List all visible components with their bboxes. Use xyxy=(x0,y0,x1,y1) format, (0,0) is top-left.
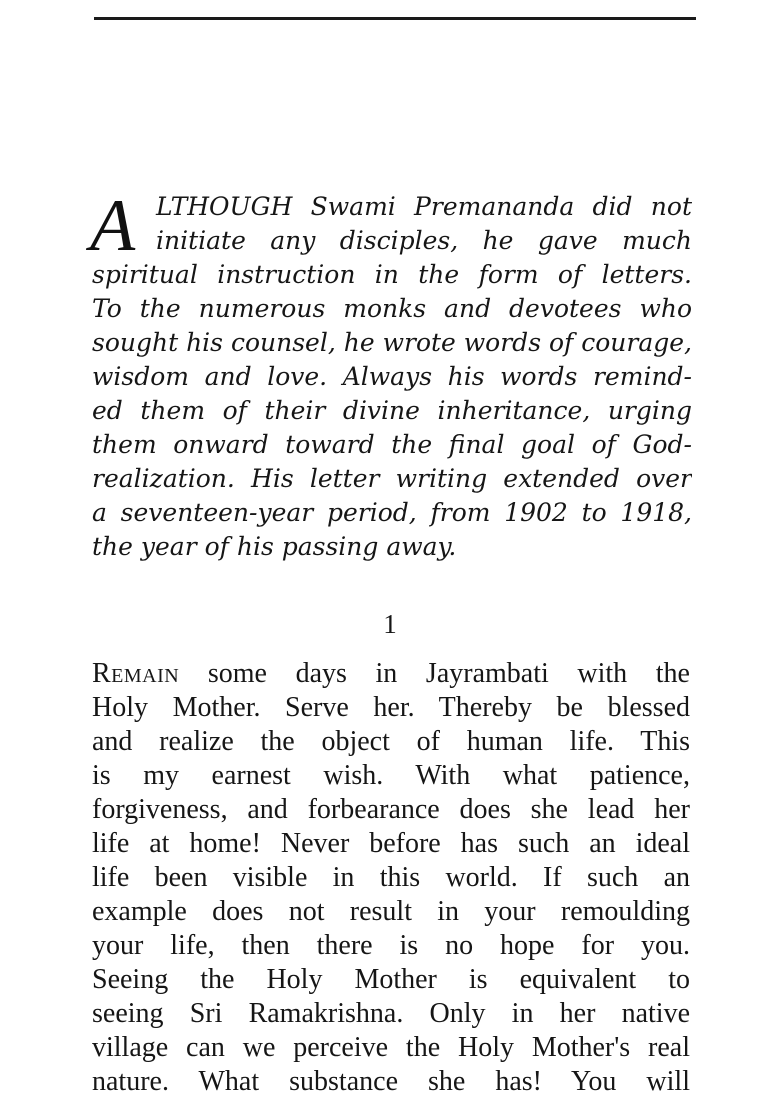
intro-line: a seventeen-year period, from 1902 to 1918, xyxy=(92,498,692,527)
intro-paragraph xyxy=(90,185,692,564)
letter-line: and realize the object of human life. This xyxy=(92,726,690,757)
letter-line: seeing Sri Ramakrishna. Only in her native xyxy=(92,998,690,1029)
first-line-rest: some days in Jayrambati with the xyxy=(179,658,690,689)
letter-line: example does not result in your remoulding xyxy=(92,896,690,927)
intro-line: realization. His letter writing extended over xyxy=(92,464,692,493)
top-rule xyxy=(94,17,696,20)
letter-line: village can we perceive the Holy Mother's real xyxy=(92,1032,690,1063)
intro-line: them onward toward the final goal of God- xyxy=(92,430,692,459)
letter-line: life at home! Never before has such an ideal xyxy=(92,828,690,859)
letter-line: life been visible in this world. If such an xyxy=(92,862,690,893)
intro-line: sought his counsel, he wrote words of courage, xyxy=(92,328,692,357)
letter-first-line xyxy=(92,657,690,691)
intro-line: spiritual instruction in the form of letters. xyxy=(92,260,692,289)
letter-line: forgiveness, and forbearance does she lead her xyxy=(92,794,690,825)
intro-line: initiate any disciples, he gave much xyxy=(156,226,692,255)
lead-word: Remain xyxy=(92,658,180,689)
intro-line: the year of his passing away. xyxy=(92,532,457,561)
drop-cap: A xyxy=(90,185,136,267)
intro-line: LTHOUGH Swami Premananda did not xyxy=(156,192,692,221)
letter-paragraph xyxy=(92,657,690,1099)
intro-line: wisdom and love. Always his words remind- xyxy=(92,362,692,391)
intro-line: To the numerous monks and devotees who xyxy=(92,294,692,323)
letter-line: Holy Mother. Serve her. Thereby be blessed xyxy=(92,692,690,723)
letter-line: is my earnest wish. With what patience, xyxy=(92,760,690,791)
letter-line: your life, then there is no hope for you. xyxy=(92,930,690,961)
section-number: 1 xyxy=(383,609,397,639)
intro-line: ed them of their divine inheritance, urging xyxy=(92,396,692,425)
letter-line: Seeing the Holy Mother is equivalent to xyxy=(92,964,690,995)
letter-line: nature. What substance she has! You will xyxy=(92,1066,690,1097)
